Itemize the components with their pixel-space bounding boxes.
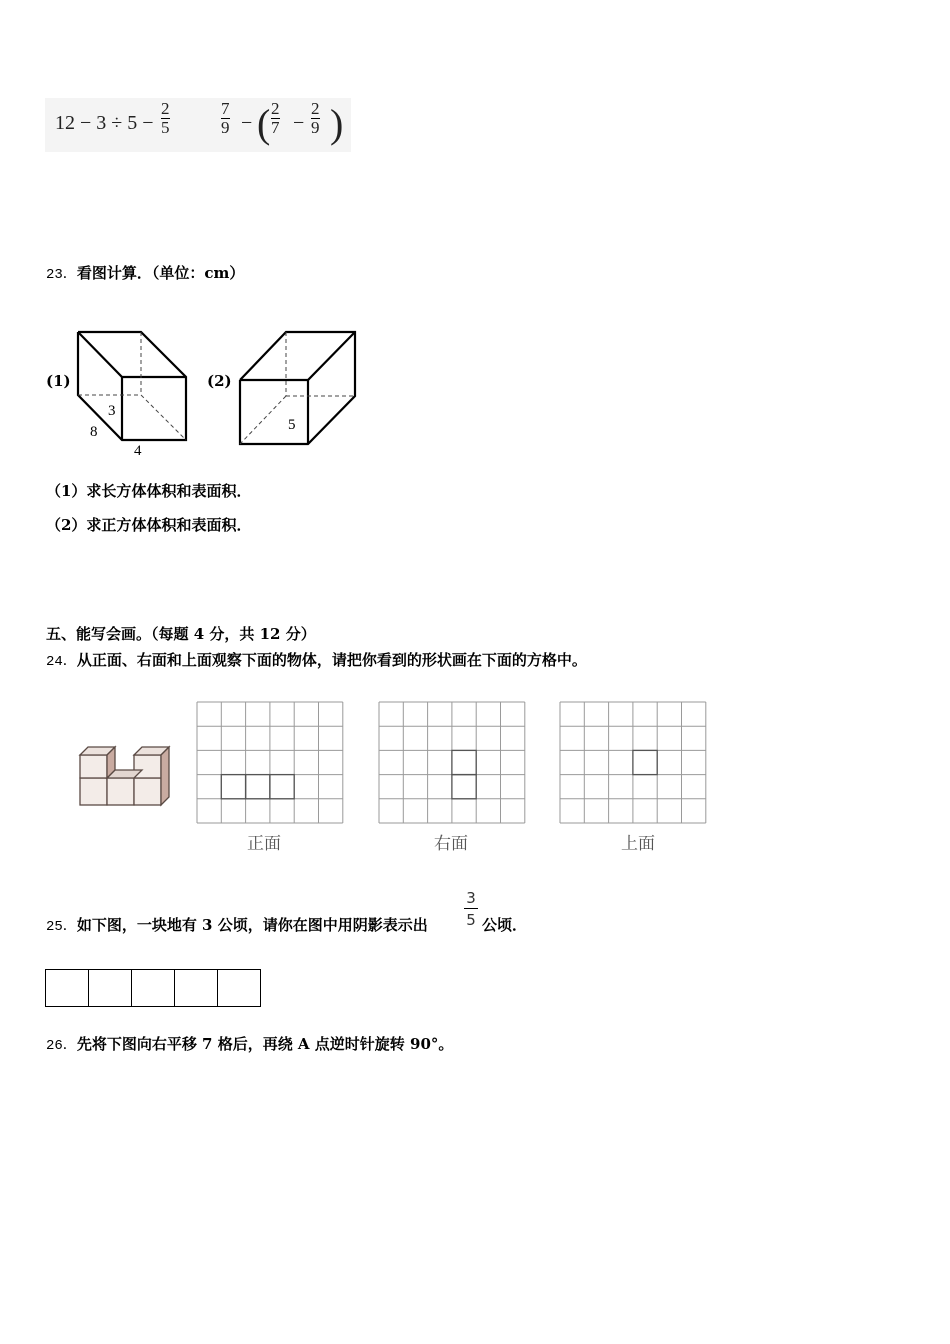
question-number: 24． — [46, 654, 77, 670]
block-object — [76, 745, 174, 809]
cube-top-edges — [240, 332, 355, 380]
figure-2-label: (2) — [207, 372, 232, 390]
expr1-fraction: $\frac{2}{5}$ — [161, 99, 170, 137]
question-number: 23． — [46, 267, 77, 283]
hint-cell — [221, 775, 245, 799]
question-23 — [46, 262, 244, 283]
subquestion-2: （2）求正方体体积和表面积． — [46, 516, 252, 534]
figure-1-label: (1) — [46, 372, 71, 390]
expr2-minus: − — [241, 112, 253, 134]
dim-height: 3 — [108, 403, 116, 419]
hidden-edge-depth — [141, 395, 186, 440]
hint-cell — [270, 775, 294, 799]
expr2-fraction-a: $\frac{7}{9}$ — [221, 99, 230, 137]
land-box[interactable] — [174, 969, 218, 1007]
land-boxes — [45, 969, 261, 1007]
land-box[interactable] — [217, 969, 261, 1007]
section-title: 五、能写会画。（每题 4 分，共 12 分） — [46, 625, 316, 643]
subquestion-1: （1）求长方体体积和表面积． — [46, 482, 252, 500]
grid-right-view[interactable] — [378, 701, 526, 825]
question-25 — [46, 914, 428, 935]
cube-figure — [235, 325, 360, 450]
left-paren: ( — [257, 101, 271, 146]
hint-cell — [452, 775, 476, 799]
question-26 — [46, 1033, 453, 1054]
caption-right: 右面 — [434, 834, 468, 854]
hidden-edge-depth — [240, 396, 286, 444]
dim-length: 4 — [134, 443, 142, 459]
caption-front: 正面 — [247, 834, 281, 854]
question-number: 25． — [46, 919, 77, 935]
land-box[interactable] — [131, 969, 175, 1007]
grid-top-view[interactable] — [559, 701, 707, 825]
caption-top: 上面 — [621, 834, 655, 854]
cuboid-top-edges — [78, 332, 186, 377]
dim-edge: 5 — [288, 417, 296, 433]
cuboid-figure — [70, 325, 195, 460]
question-number: 26． — [46, 1038, 77, 1054]
question-25-suffix: 公顷． — [482, 916, 528, 934]
hint-cell — [246, 775, 270, 799]
grid-front-view[interactable] — [196, 701, 344, 825]
expr2-inner-minus: − — [293, 112, 305, 134]
fraction-three-fifths: $\frac{3}{5}$ — [464, 888, 478, 931]
calculation-image — [45, 98, 351, 152]
right-paren: ) — [330, 101, 344, 146]
question-text: 如下图，一块地有 3 公顷，请你在图中用阴影表示出 — [76, 916, 428, 934]
land-box[interactable] — [88, 969, 132, 1007]
dim-width: 8 — [90, 424, 98, 440]
question-text: 先将下图向右平移 7 格后，再绕 A 点逆时针旋转 90°。 — [76, 1035, 454, 1053]
expr1-prefix: 12 − 3 ÷ 5 − — [55, 112, 154, 134]
question-24 — [46, 649, 587, 670]
hint-cell — [452, 750, 476, 774]
question-text: 看图计算．（单位：cm） — [76, 264, 245, 282]
hint-cell — [633, 750, 657, 774]
expr2-fraction-b: $\frac{2}{7}$ — [271, 99, 280, 137]
expression-1 — [55, 112, 154, 135]
land-box[interactable] — [45, 969, 89, 1007]
expr2-fraction-c: $\frac{2}{9}$ — [311, 99, 320, 137]
question-text: 从正面、右面和上面观察下面的物体，请把你看到的形状画在下面的方格中。 — [76, 651, 587, 669]
